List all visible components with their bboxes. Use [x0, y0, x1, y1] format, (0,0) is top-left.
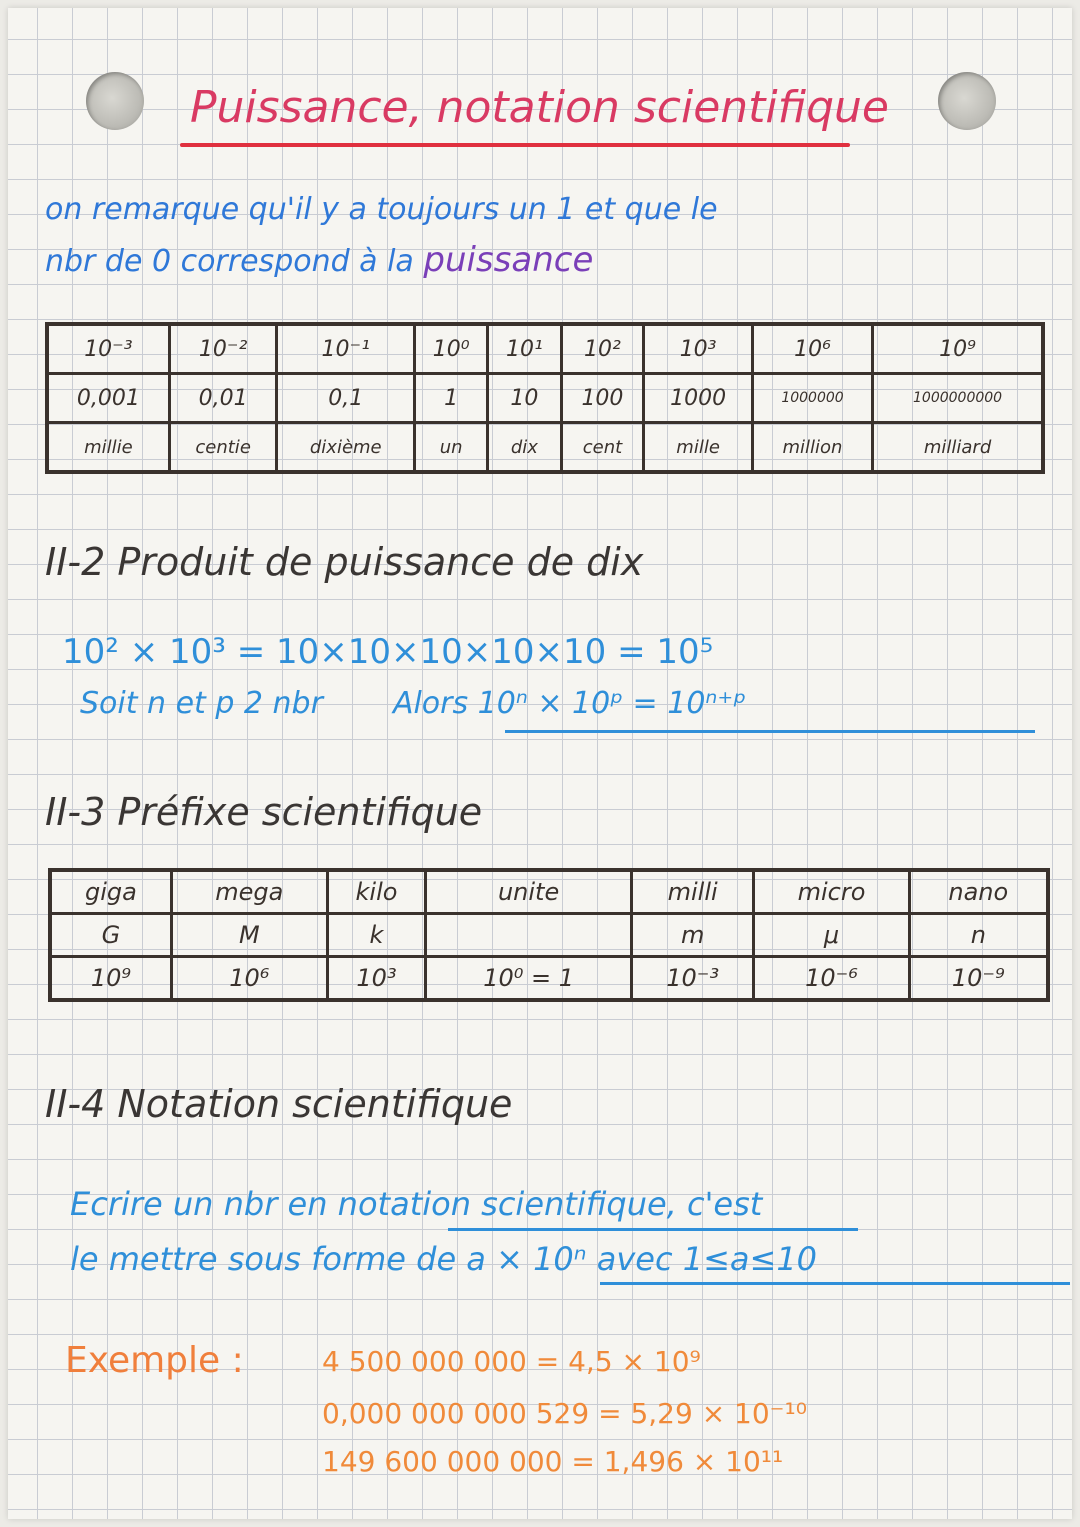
table-cell: n	[909, 914, 1048, 957]
table-cell: un	[415, 423, 488, 473]
table-cell: kilo	[327, 870, 426, 914]
grid-paper	[8, 8, 1072, 1519]
title-underline	[180, 143, 850, 147]
intro-line-2-text: nbr de 0 correspond à la	[45, 244, 424, 279]
table-cell: 10⁻²	[169, 324, 277, 374]
words-row	[47, 423, 1043, 473]
intro-highlight-puissance: puissance	[423, 240, 594, 280]
notation-definition-line-2: le mettre sous forme de a × 10ⁿ avec 1≤a≤10	[70, 1240, 818, 1278]
notation-definition-line-1: Ecrire un nbr en notation scientifique, c'est	[70, 1185, 763, 1223]
table-cell: k	[327, 914, 426, 957]
example-line: 149 600 000 000 = 1,496 × 10¹¹	[322, 1445, 784, 1478]
section-title-produit: II-2 Produit de puissance de dix	[45, 540, 644, 584]
table-cell: m	[631, 914, 753, 957]
table-cell: 0,1	[277, 374, 415, 423]
section-title-prefixe: II-3 Préfixe scientifique	[45, 790, 483, 834]
example-line: 4 500 000 000 = 4,5 × 10⁹	[322, 1345, 701, 1378]
table-cell: dix	[488, 423, 561, 473]
table-cell: 10³	[644, 324, 753, 374]
table-cell: 10⁻³	[631, 957, 753, 1001]
formula-underline	[600, 1282, 1070, 1285]
prefix-powers-row	[50, 957, 1048, 1001]
table-cell: cent	[561, 423, 644, 473]
table-cell: 0,01	[169, 374, 277, 423]
table-cell: millie	[47, 423, 169, 473]
prefix-table	[48, 868, 1050, 1002]
table-cell: 10³	[327, 957, 426, 1001]
prefix-names-row	[50, 870, 1048, 914]
table-cell: 10⁻¹	[277, 324, 415, 374]
powers-of-ten-table	[45, 322, 1045, 474]
notation-underline	[448, 1228, 858, 1231]
product-rule-premise: Soit n et p 2 nbr	[80, 686, 323, 721]
section-title-notation: II-4 Notation scientifique	[45, 1082, 513, 1126]
table-cell: 100	[561, 374, 644, 423]
table-cell: 10⁹	[50, 957, 171, 1001]
table-cell: unite	[426, 870, 632, 914]
table-cell	[426, 914, 632, 957]
table-cell: micro	[754, 870, 909, 914]
decimals-row	[47, 374, 1043, 423]
table-cell: 10¹	[488, 324, 561, 374]
example-line: 0,000 000 000 529 = 5,29 × 10⁻¹⁰	[322, 1397, 807, 1430]
table-cell: 1	[415, 374, 488, 423]
binder-hole-left	[86, 72, 144, 130]
product-rule-formula: Alors 10ⁿ × 10ᵖ = 10ⁿ⁺ᵖ	[392, 686, 747, 721]
prefix-symbols-row	[50, 914, 1048, 957]
table-cell: centie	[169, 423, 277, 473]
table-cell: 10⁶	[752, 324, 872, 374]
table-cell: 10⁻⁶	[754, 957, 909, 1001]
intro-line-1: on remarque qu'il y a toujours un 1 et que le	[45, 192, 718, 227]
table-cell: 10	[488, 374, 561, 423]
rule-underline	[505, 730, 1035, 733]
table-cell: 1000000000	[873, 374, 1043, 423]
table-cell: mille	[644, 423, 753, 473]
table-cell: 1000000	[752, 374, 872, 423]
table-cell: μ	[754, 914, 909, 957]
table-cell: 10⁰	[415, 324, 488, 374]
product-equation: 10² × 10³ = 10×10×10×10×10 = 10⁵	[62, 632, 714, 672]
table-cell: million	[752, 423, 872, 473]
intro-line-2	[45, 240, 593, 280]
table-cell: G	[50, 914, 171, 957]
table-cell: 10⁰ = 1	[426, 957, 632, 1001]
table-cell: dixième	[277, 423, 415, 473]
example-label: Exemple :	[65, 1340, 244, 1381]
table-cell: 10²	[561, 324, 644, 374]
page-title: Puissance, notation scientifique	[190, 82, 889, 133]
table-cell: 10⁶	[171, 957, 327, 1001]
binder-hole-right	[938, 72, 996, 130]
table-cell: 0,001	[47, 374, 169, 423]
table-cell: milliard	[873, 423, 1043, 473]
table-cell: 10⁹	[873, 324, 1043, 374]
table-cell: 1000	[644, 374, 753, 423]
table-cell: mega	[171, 870, 327, 914]
table-cell: 10⁻³	[47, 324, 169, 374]
table-cell: milli	[631, 870, 753, 914]
product-rule	[80, 686, 746, 721]
table-cell: giga	[50, 870, 171, 914]
table-cell: M	[171, 914, 327, 957]
table-cell: nano	[909, 870, 1048, 914]
table-cell: 10⁻⁹	[909, 957, 1048, 1001]
powers-row	[47, 324, 1043, 374]
